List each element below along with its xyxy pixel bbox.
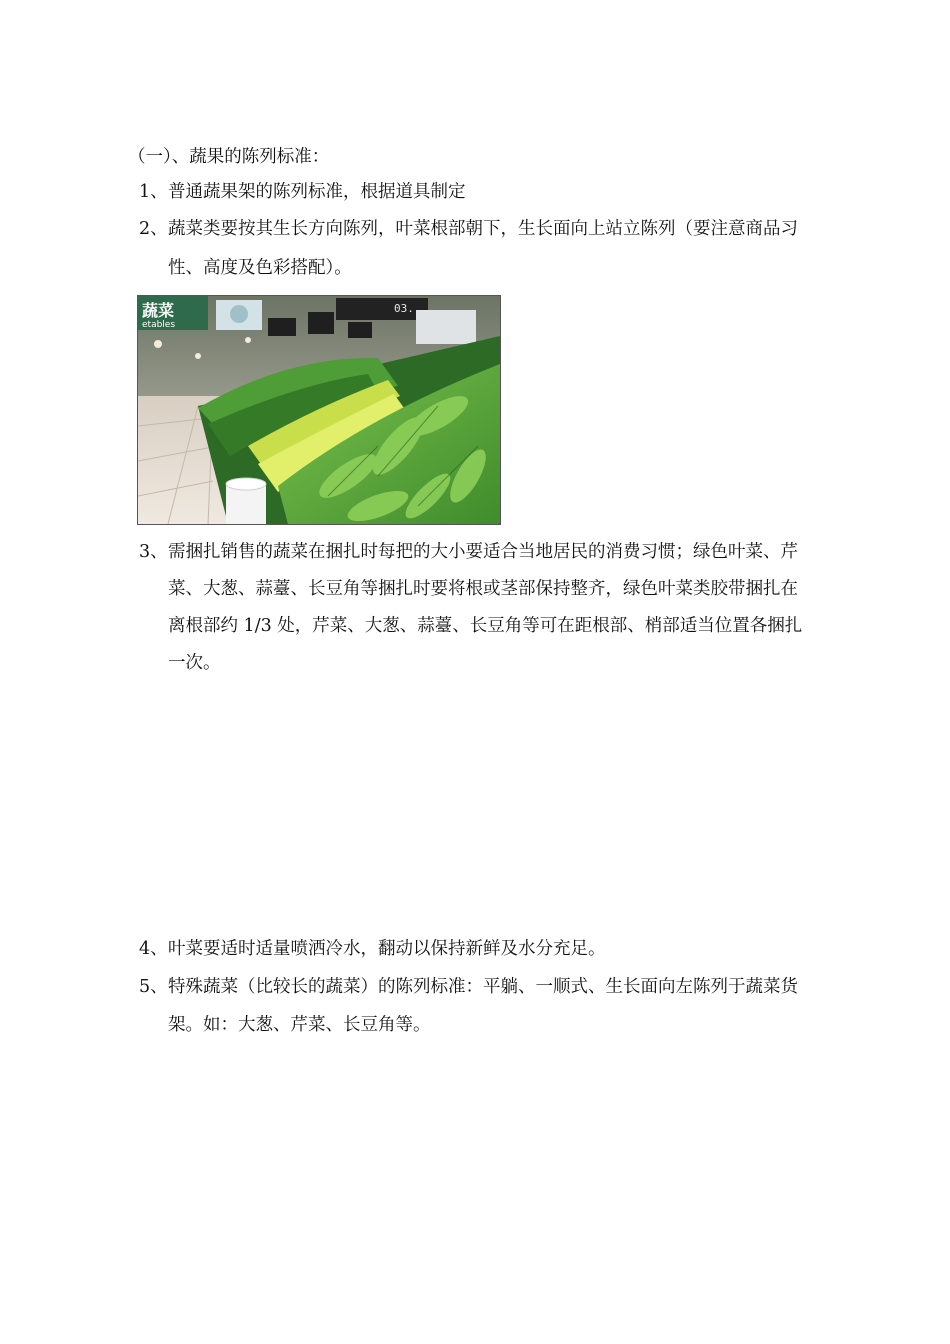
item-1-text: 普通蔬果架的陈列标准，根据道具制定: [168, 182, 466, 202]
item-4-number: 4、: [139, 939, 168, 959]
item-3-text-line-4: 一次。: [168, 653, 221, 673]
item-5-number: 5、: [139, 977, 168, 997]
vegetable-display-photo: [137, 295, 501, 525]
item-4-text: 叶菜要适时适量喷洒冷水，翻动以保持新鲜及水分充足。: [168, 939, 606, 959]
item-3-text-line-1: 需捆扎销售的蔬菜在捆扎时每把的大小要适合当地居民的消费习惯；绿色叶菜、芹: [168, 542, 798, 562]
item-2-text-line-2: 性、高度及色彩搭配）。: [168, 258, 352, 278]
item-5-text-line-2: 架。如：大葱、芹菜、长豆角等。: [168, 1015, 431, 1035]
sign-text: 蔬菜: [142, 301, 175, 320]
price-display-text: 03.: [394, 302, 414, 315]
section-heading: （一）、蔬果的陈列标准：: [128, 147, 330, 167]
item-1-number: 1、: [139, 182, 168, 202]
sign-subtext: etables: [142, 320, 176, 330]
item-5-text-line-1: 特殊蔬菜（比较长的蔬菜）的陈列标准：平躺、一顺式、生长面向左陈列于蔬菜货: [168, 977, 798, 997]
item-3-text-line-2: 菜、大葱、蒜薹、长豆角等捆扎时要将根或茎部保持整齐，绿色叶菜类胶带捆扎在: [168, 579, 798, 599]
item-3-text-line-3: 离根部约 1/3 处，芹菜、大葱、蒜薹、长豆角等可在距根部、梢部适当位置各捆扎: [168, 616, 803, 636]
item-3-number: 3、: [139, 542, 168, 562]
item-2-text-line-1: 蔬菜类要按其生长方向陈列，叶菜根部朝下，生长面向上站立陈列（要注意商品习: [168, 219, 798, 239]
item-2-number: 2、: [139, 219, 168, 239]
